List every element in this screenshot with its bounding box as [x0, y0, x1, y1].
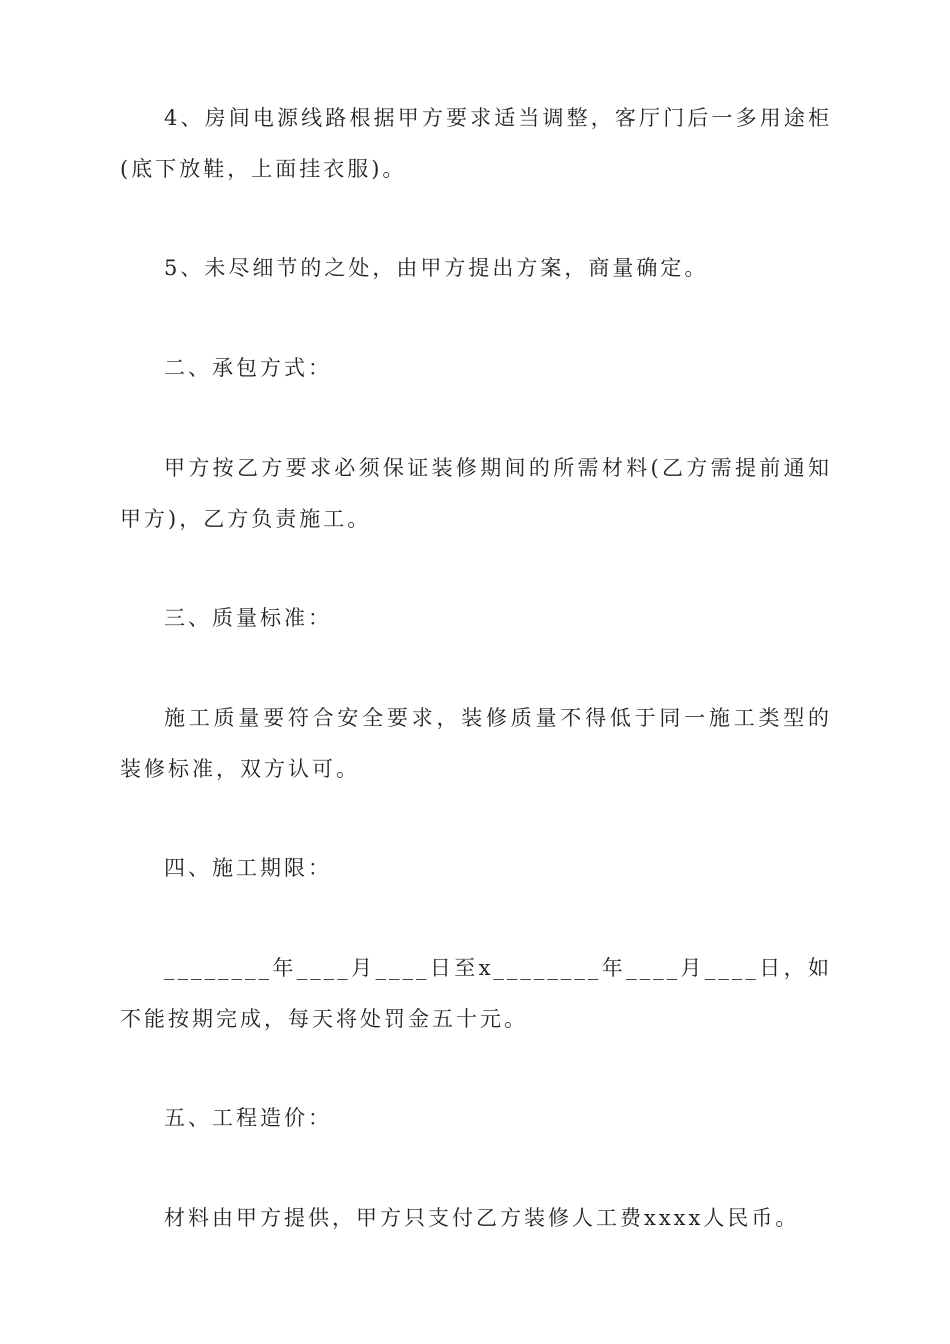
- clause-5-paragraph: 5、未尽细节的之处，由甲方提出方案，商量确定。: [164, 256, 709, 280]
- section-3-body: 施工质量要符合安全要求，装修质量不得低于同一施工类型的装修标准，双方认可。: [120, 706, 832, 781]
- section-4-heading: 四、施工期限：: [164, 856, 332, 880]
- section-4-body: ________年____月____日至x________年____月____日，如不能按期完成，每天将处罚金五十元。: [120, 956, 832, 1031]
- section-2-heading: 二、承包方式：: [164, 356, 332, 380]
- section-5-body: 材料由甲方提供，甲方只支付乙方装修人工费xxxx人民币。: [164, 1206, 800, 1230]
- section-3-heading: 三、质量标准：: [164, 606, 332, 630]
- section-2-body: 甲方按乙方要求必须保证装修期间的所需材料(乙方需提前通知甲方)，乙方负责施工。: [120, 456, 832, 531]
- clause-4-paragraph: 4、房间电源线路根据甲方要求适当调整，客厅门后一多用途柜(底下放鞋，上面挂衣服)。: [120, 106, 832, 181]
- section-5-heading: 五、工程造价：: [164, 1106, 332, 1130]
